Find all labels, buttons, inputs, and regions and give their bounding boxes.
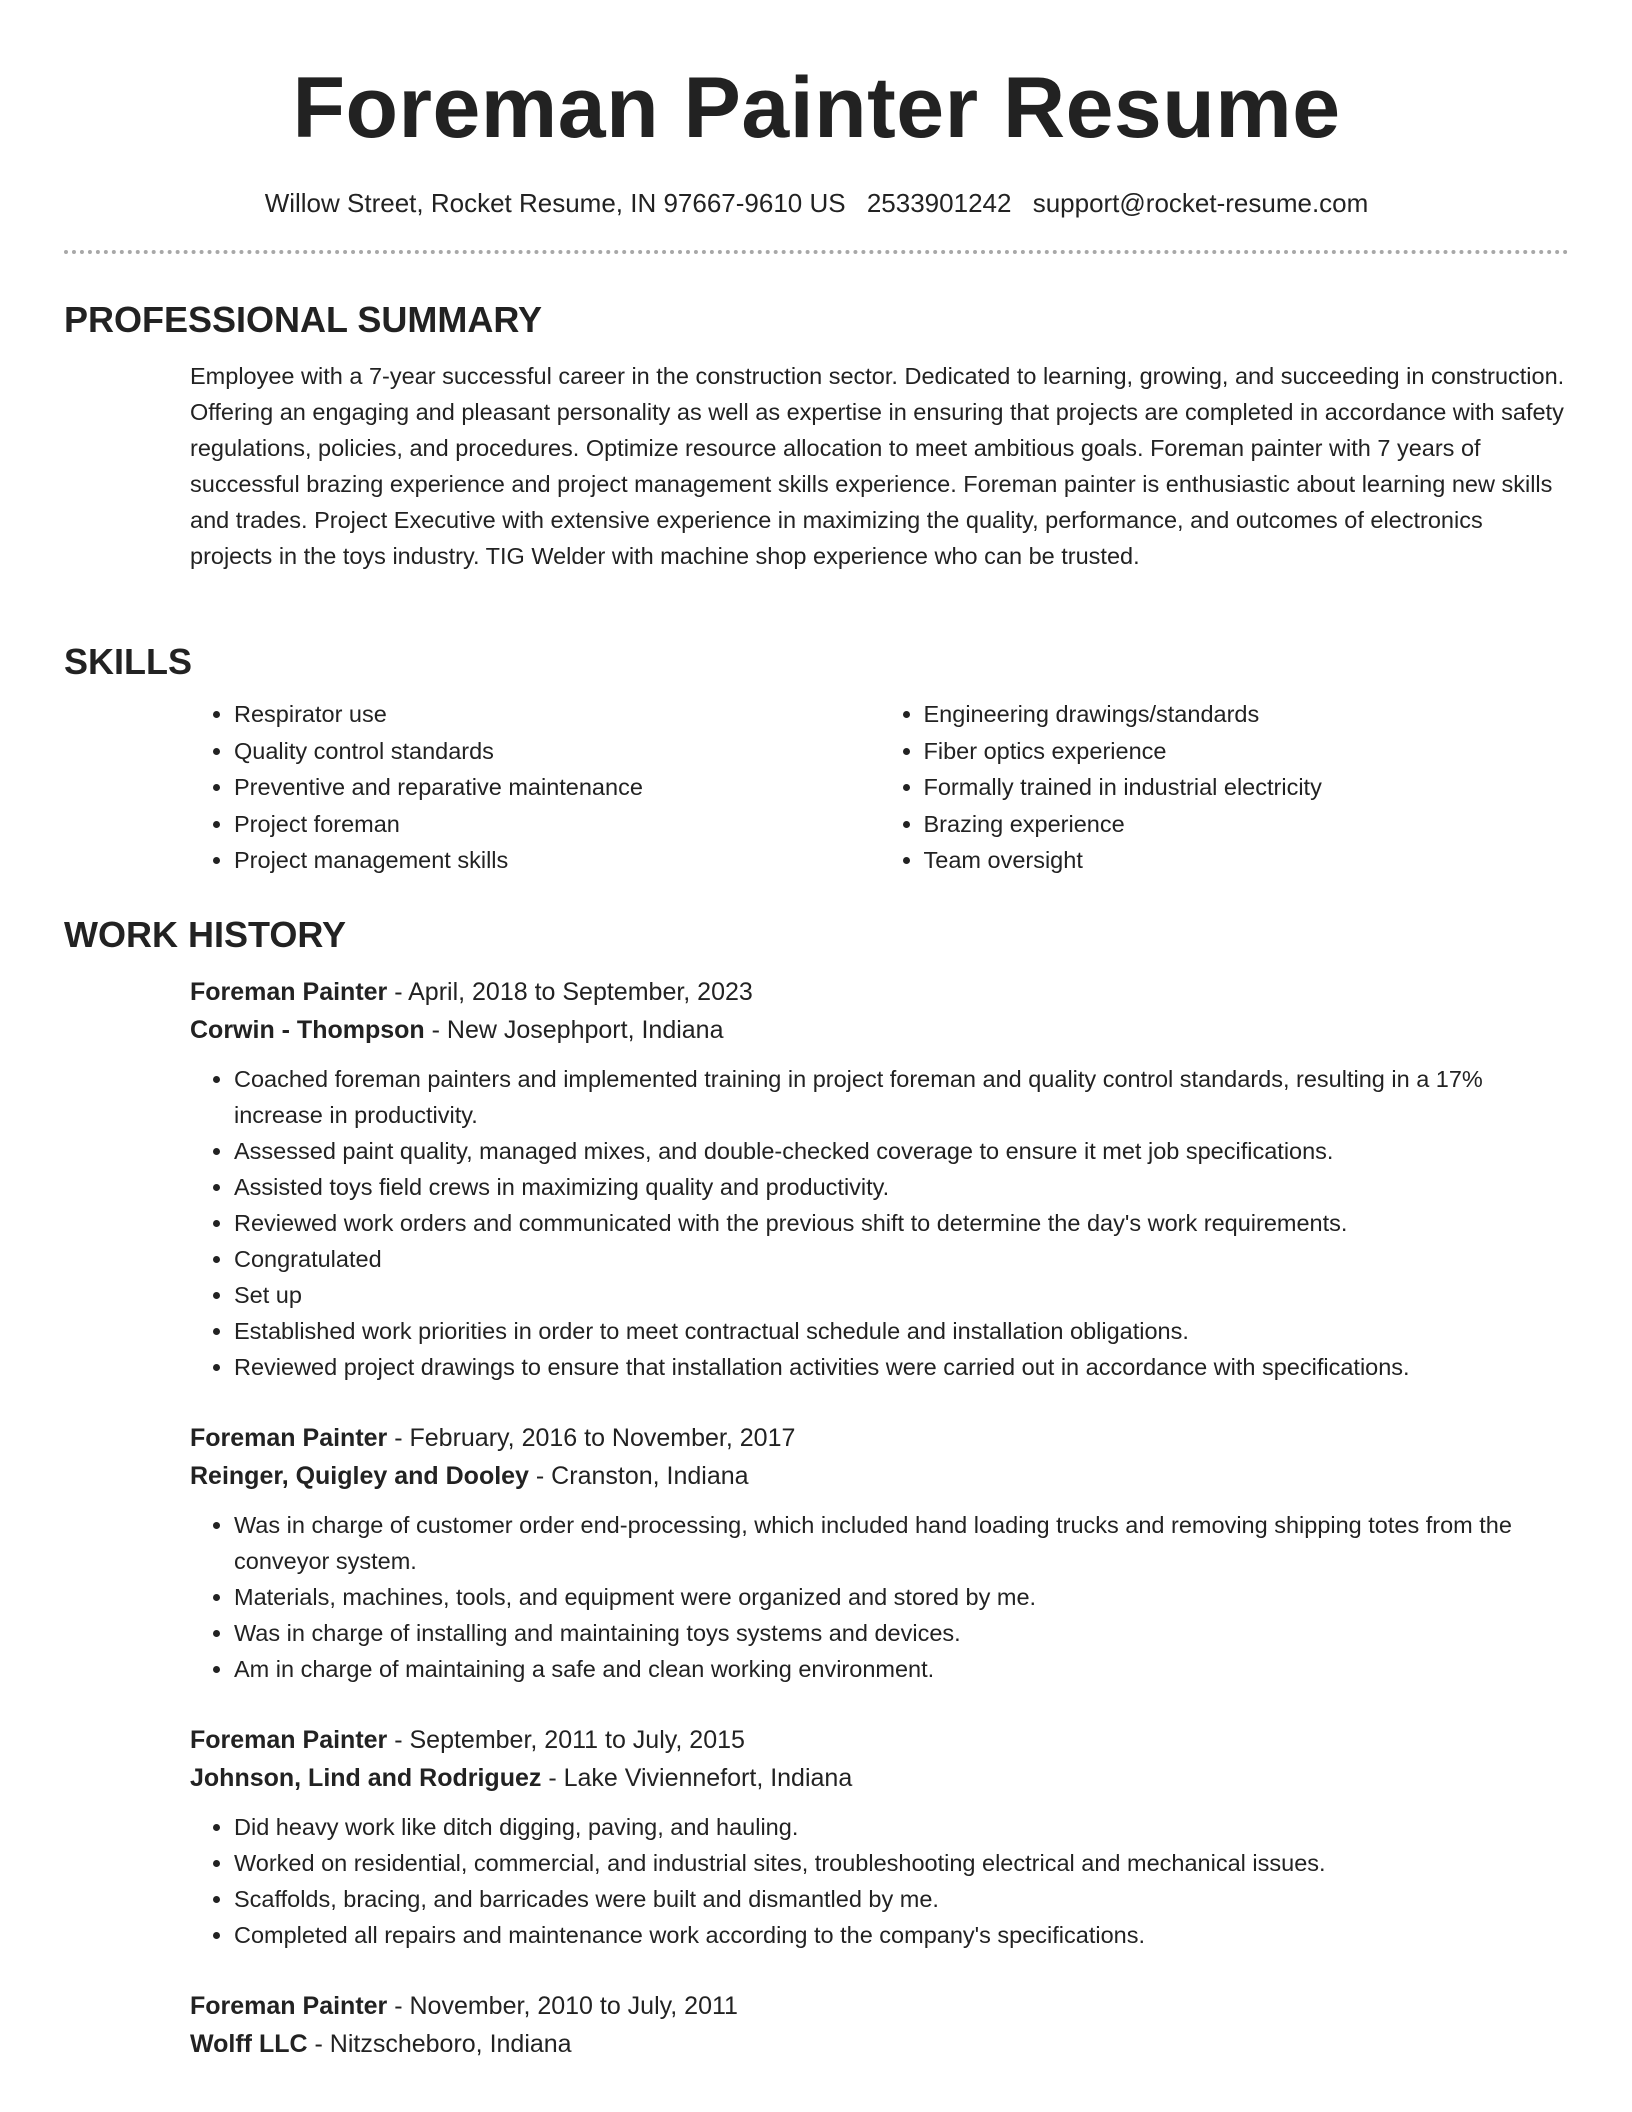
summary-heading: PROFESSIONAL SUMMARY <box>64 299 543 340</box>
summary-text: Employee with a 7-year successful career in the construction sector. Dedicated to learning, growing, and succeeding in construction. Offering an engaging and pleasant personality as well as expertise in ensuring that projects are completed in accordance with safety regulations, policies, and procedures. Optimize resource allocation to meet ambitious goals. Foreman painter with 7 years of successful brazing experience and project management skills experience. Foreman painter is enthusiastic about learning new skills and trades. Project Executive with extensive experience in maximizing the quality, performance, and outcomes of electronics projects in the toys industry. TIG Welder with machine shop experience who can be trusted. <box>190 363 1565 569</box>
job-location: - Cranston, Indiana <box>528 1462 749 1490</box>
job-bullet: • Scaffolds, bracing, and barricades were built and dismantled by me. <box>234 1881 1564 1917</box>
skill-item: • Formally trained in industrial electricity <box>924 769 1570 806</box>
skills-column-left <box>190 696 880 879</box>
job-title-line <box>190 1721 1569 1759</box>
job-title: Foreman Painter <box>190 978 388 1006</box>
skills-heading: SKILLS <box>64 641 193 682</box>
job-bullet: • Established work priorities in order to meet contractual schedule and installation obligations. <box>234 1313 1564 1349</box>
job-dates: - November, 2010 to July, 2011 <box>387 1992 738 2020</box>
job-company: Wolff LLC <box>190 2030 308 2058</box>
skill-item: • Brazing experience <box>924 806 1570 843</box>
job-bullet: • Reviewed project drawings to ensure that installation activities were carried out in accordance with specifications. <box>234 1349 1564 1385</box>
job-title-line <box>190 1987 1569 2025</box>
job-bullet: • Completed all repairs and maintenance work according to the company's specifications. <box>234 1917 1564 1953</box>
contact-address: Willow Street, Rocket Resume, IN 97667-9610 US <box>264 188 846 218</box>
job-title-line <box>190 973 1569 1011</box>
job-location: - New Josephport, Indiana <box>424 1016 724 1044</box>
header-divider <box>64 250 1569 254</box>
skill-item: • Respirator use <box>234 696 880 733</box>
resume-page <box>64 0 1569 2058</box>
job-company-line <box>190 1011 1569 1049</box>
work-section <box>64 913 1569 2097</box>
job-bullet: • Congratulated <box>234 1241 1564 1277</box>
job-entry <box>190 1721 1569 1953</box>
job-title: Foreman Painter <box>190 1992 388 2020</box>
job-bullets <box>190 1061 1564 1385</box>
skill-item: • Project foreman <box>234 806 880 843</box>
contact-email: support@rocket-resume.com <box>1032 188 1369 218</box>
job-title-line <box>190 1419 1569 1457</box>
skill-item: • Quality control standards <box>234 733 880 770</box>
page-title: Foreman Painter Resume <box>292 60 1341 156</box>
job-company: Johnson, Lind and Rodriguez <box>190 1764 542 1792</box>
job-bullet: • Set up <box>234 1277 1564 1313</box>
job-bullets <box>190 1507 1564 1687</box>
job-bullet: • Am in charge of maintaining a safe and clean working environment. <box>234 1651 1564 1687</box>
job-bullet: • Coached foreman painters and implemented training in project foreman and quality control standards, resulting in a 17% increase in productivity. <box>234 1061 1564 1133</box>
job-bullet: • Was in charge of installing and maintaining toys systems and devices. <box>234 1615 1564 1651</box>
job-title: Foreman Painter <box>190 1424 388 1452</box>
job-company: Corwin - Thompson <box>190 1016 425 1044</box>
job-bullets <box>190 1809 1564 1953</box>
job-company-line <box>190 1457 1569 1495</box>
job-company-line <box>190 1759 1569 1797</box>
skill-item: • Project management skills <box>234 842 880 879</box>
job-entry <box>190 1987 1569 2063</box>
job-bullet: • Did heavy work like ditch digging, paving, and hauling. <box>234 1809 1564 1845</box>
job-location: - Nitzscheboro, Indiana <box>307 2030 572 2058</box>
skills-list <box>190 696 1569 879</box>
job-bullet: • Assisted toys field crews in maximizing quality and productivity. <box>234 1169 1564 1205</box>
job-dates: - April, 2018 to September, 2023 <box>387 978 753 1006</box>
job-dates: - September, 2011 to July, 2015 <box>387 1726 745 1754</box>
job-location: - Lake Viviennefort, Indiana <box>541 1764 853 1792</box>
summary-section <box>64 298 1569 574</box>
job-title: Foreman Painter <box>190 1726 388 1754</box>
work-heading: WORK HISTORY <box>64 914 347 955</box>
job-bullet: • Materials, machines, tools, and equipment were organized and stored by me. <box>234 1579 1564 1615</box>
skill-item: • Engineering drawings/standards <box>924 696 1570 733</box>
job-company-line <box>190 2025 1569 2063</box>
contact-phone: 2533901242 <box>866 188 1012 218</box>
skills-column-right <box>880 696 1570 879</box>
job-list <box>190 973 1569 2063</box>
job-entry <box>190 1419 1569 1687</box>
job-bullet: • Assessed paint quality, managed mixes, and double-checked coverage to ensure it met job specifications. <box>234 1133 1564 1169</box>
skill-item: • Fiber optics experience <box>924 733 1570 770</box>
skill-item: • Preventive and reparative maintenance <box>234 769 880 806</box>
job-company: Reinger, Quigley and Dooley <box>190 1462 529 1490</box>
skill-item: • Team oversight <box>924 842 1570 879</box>
job-entry <box>190 973 1569 1385</box>
skills-section <box>64 640 1569 879</box>
job-dates: - February, 2016 to November, 2017 <box>387 1424 796 1452</box>
contact-line <box>64 186 1569 220</box>
job-bullet: • Was in charge of customer order end-processing, which included hand loading trucks and removing shipping totes from the conveyor system. <box>234 1507 1564 1579</box>
job-bullet: • Reviewed work orders and communicated with the previous shift to determine the day's work requirements. <box>234 1205 1564 1241</box>
job-bullet: • Worked on residential, commercial, and industrial sites, troubleshooting electrical and mechanical issues. <box>234 1845 1564 1881</box>
